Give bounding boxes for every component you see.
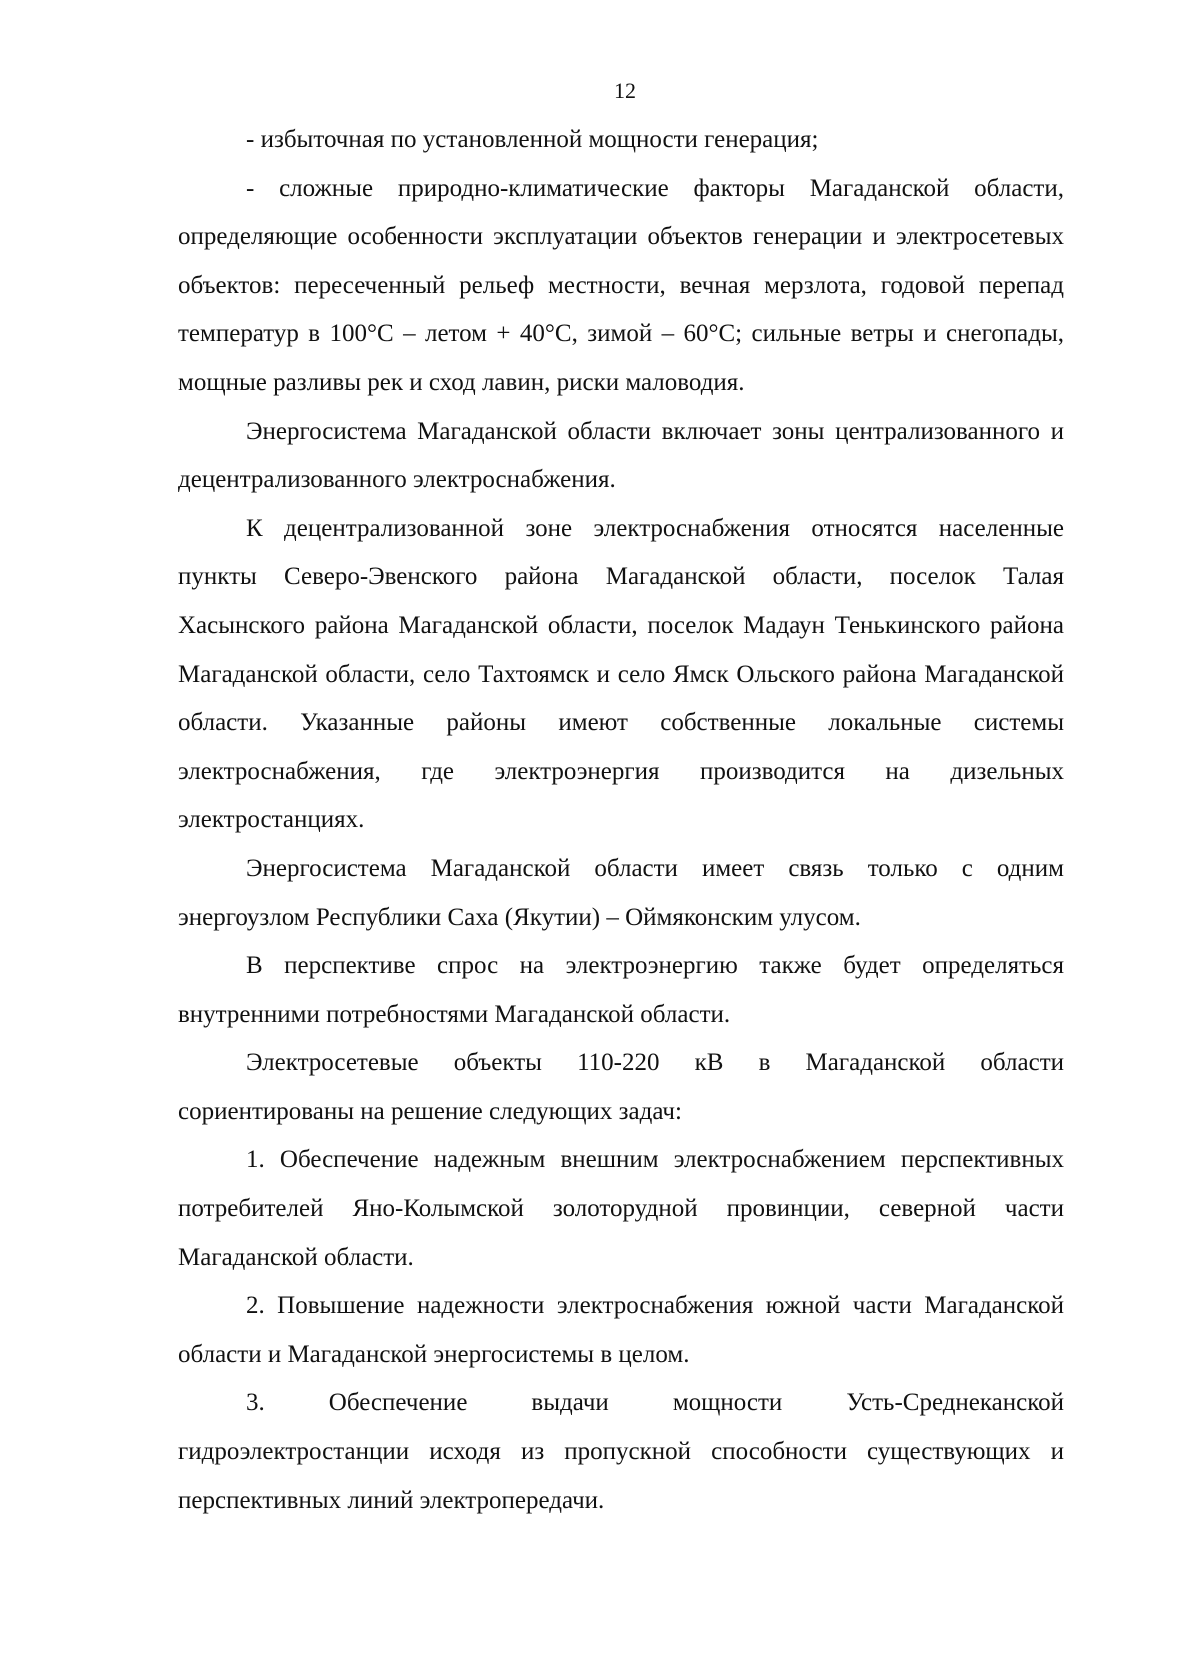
paragraph-decentralized-zone: К децентрализованной зоне электроснабжения относятся населенные пункты Северо-Эвенского района Магаданской области, поселок Талая Хасынского района Магаданской области, поселок Мадаун Тенькинского района Магаданской области, село Тахтоямск и село Ямск Ольского района Магаданской области. Указанные районы имеют собственные локальные системы электроснабжения, где электроэнергия производится на дизельных электростанциях. [178,514,1064,834]
paragraph-grid-objectives: Электросетевые объекты 110-220 кВ в Магаданской области сориентированы на решение следующих задач: [178,1049,1064,1125]
document-body [178,116,1064,1525]
paragraph-climate-factors: - сложные природно-климатические факторы Магаданской области, определяющие особенности эксплуатации объектов генерации и электросетевых объектов: пересеченный рельеф местности, вечная мерзлота, годовой перепад температур в 100°С – летом + 40°С, зимой – 60°С; сильные ветры и снегопады, мощные разливы рек и сход лавин, риски маловодия. [178,174,1064,396]
list-item-3: 3. Обеспечение выдачи мощности Усть-Среднеканской гидроэлектростанции исходя из пропускной способности существующих и перспективных линий электропередачи. [178,1389,1064,1514]
list-item-1: 1. Обеспечение надежным внешним электроснабжением перспективных потребителей Яно-Колымской золоторудной провинции, северной части Магаданской области. [178,1146,1064,1271]
paragraph-future-demand: В перспективе спрос на электроэнергию также будет определяться внутренними потребностями Магаданской области. [178,952,1064,1028]
page-number: 12 [614,78,636,103]
paragraph-excess-generation: - избыточная по установленной мощности генерация; [246,126,819,153]
paragraph-power-system-zones: Энергосистема Магаданской области включает зоны централизованного и децентрализованного электроснабжения. [178,417,1064,494]
list-item-2: 2. Повышение надежности электроснабжения южной части Магаданской области и Магаданской энергосистемы в целом. [178,1292,1064,1368]
paragraph-yakutia-connection: Энергосистема Магаданской области имеет связь только с одним энергоузлом Республики Саха (Якутии) – Оймяконским улусом. [178,854,1064,931]
